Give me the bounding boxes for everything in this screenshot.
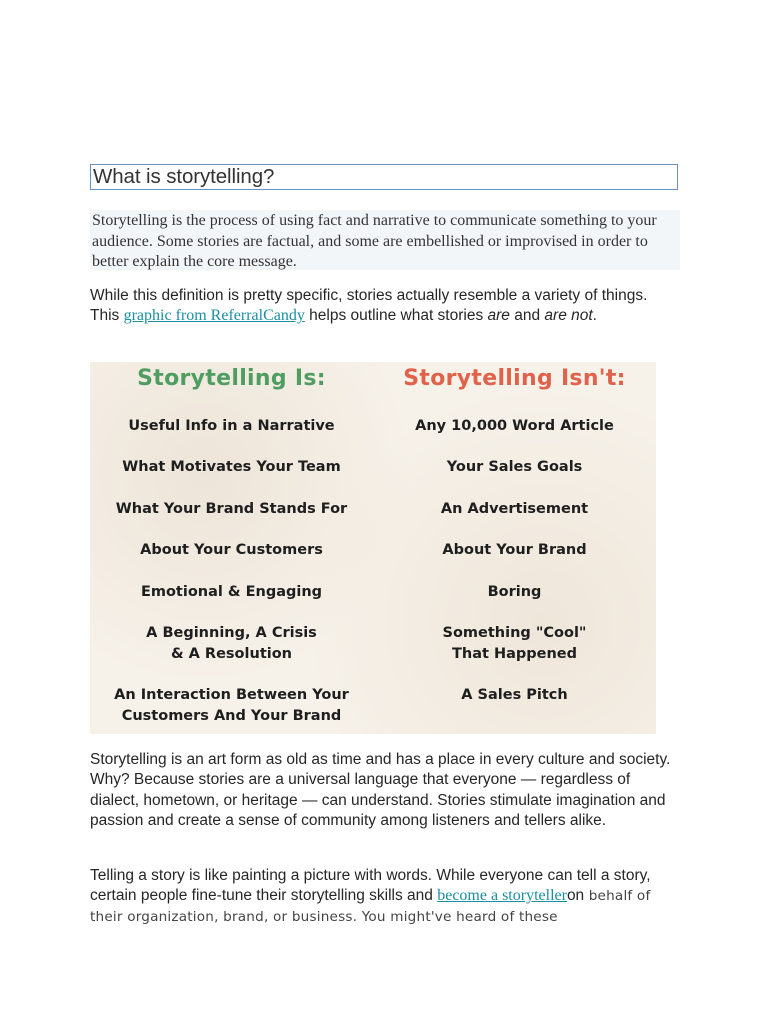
isnt-item: Boring [487, 584, 542, 600]
intro-text-4: . [592, 307, 597, 325]
definition-quote: Storytelling is the process of using fact and narrative to communicate something to your audience. Some stories are factual, and some are embellished or improvised in order to better explain the core message. [90, 210, 680, 270]
storytelling-isnt-header: Storytelling Isn't: [403, 366, 626, 391]
storytelling-is-header: Storytelling Is: [137, 366, 326, 391]
intro-emphasis-are-not: are not [544, 307, 593, 325]
isnt-item: An Advertisement [440, 501, 589, 517]
storyteller-text-3: behalf of their organization, brand, or business. You might've heard of these [90, 888, 651, 925]
culture-paragraph: Storytelling is an art form as old as time and has a place in every culture and society. Why? Because stories are a universal language that everyone — regardless of dialect, hometown, or heritage — can understand. Stories stimulate imagination and passion and create a sense of community among listeners and tellers alike. [90, 751, 671, 829]
is-item: What Motivates Your Team [122, 459, 341, 475]
intro-text-1: While this definition is pretty specific, stories actually resemble a variety of things. This [90, 287, 648, 325]
storyteller-paragraph [90, 866, 680, 927]
isnt-item: About Your Brand [442, 542, 587, 558]
is-item: A Beginning, A Crisis & A Resolution [146, 625, 317, 662]
referralcandy-graphic-link[interactable]: graphic from ReferralCandy [123, 307, 305, 325]
is-item: An Interaction Between Your Customers And Your Brand [114, 687, 349, 724]
storyteller-text-1: Telling a story is like painting a picture with words. While everyone can tell a story, certain people fine-tune their storytelling skills and [90, 867, 651, 905]
isnt-item: Something "Cool" That Happened [442, 625, 587, 662]
become-storyteller-link[interactable]: become a storyteller [437, 887, 567, 905]
isnt-item: Any 10,000 Word Article [415, 418, 614, 434]
is-item: What Your Brand Stands For [115, 501, 348, 517]
intro-text-2: helps outline what stories [304, 307, 488, 325]
is-item: Useful Info in a Narrative [128, 418, 335, 434]
isnt-item: Your Sales Goals [446, 459, 583, 475]
heading-box [90, 164, 678, 190]
isnt-item: A Sales Pitch [461, 687, 568, 703]
storytelling-graphic [90, 362, 656, 734]
storyteller-text-2: on [566, 887, 585, 905]
page-title: What is storytelling? [93, 165, 275, 188]
intro-paragraph [90, 286, 680, 327]
is-item: About Your Customers [140, 542, 323, 558]
intro-text-3: and [509, 307, 545, 325]
is-item: Emotional & Engaging [140, 584, 323, 600]
intro-emphasis-are: are [487, 307, 510, 325]
